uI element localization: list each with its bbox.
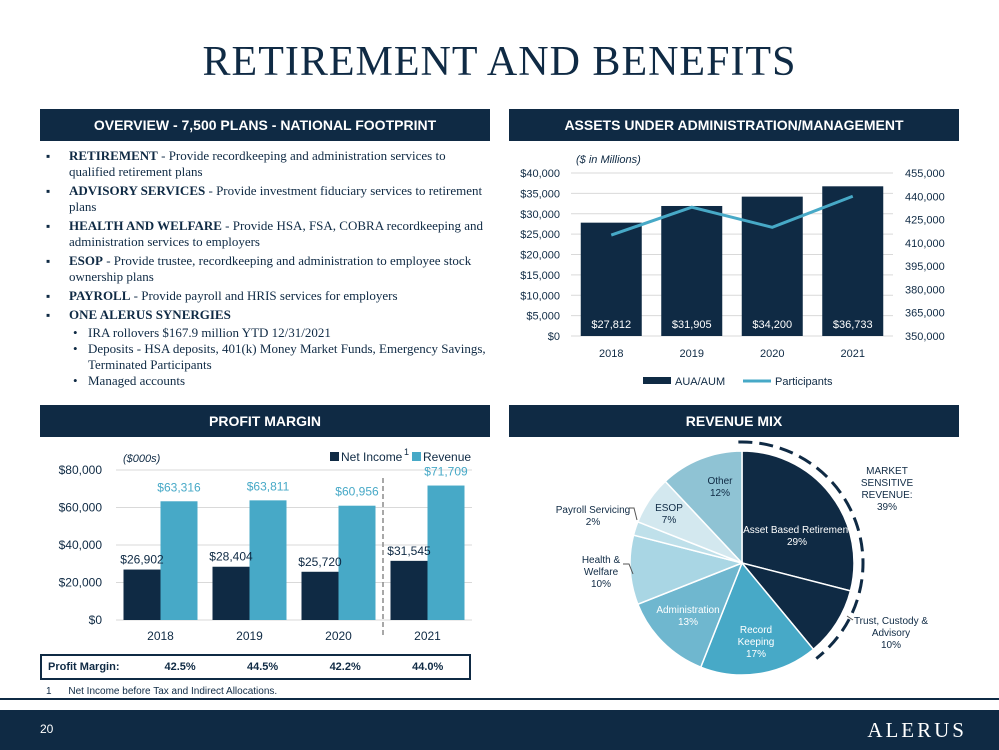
pie-label: Administration — [656, 605, 720, 616]
bar-value-label: $36,733 — [832, 319, 873, 331]
footer — [0, 710, 999, 750]
pie-label: 10% — [880, 640, 902, 651]
pie-label: Record — [739, 625, 773, 636]
x-tick-label: 2018 — [147, 629, 174, 643]
y2-tick-label: 350,000 — [905, 331, 945, 343]
profit-margin-label: Profit Margin: — [48, 661, 120, 673]
bar-value-label: $34,200 — [752, 319, 793, 331]
profit-margin-value: 44.0% — [412, 661, 444, 673]
bar-net-income — [391, 561, 428, 620]
profit-header: PROFIT MARGIN — [40, 405, 490, 437]
pie-label: 17% — [745, 649, 767, 660]
aum-header: ASSETS UNDER ADMINISTRATION/MANAGEMENT — [509, 109, 959, 141]
y2-tick-label: 410,000 — [905, 237, 945, 250]
pie-label: Other — [707, 476, 733, 487]
y-tick-label: $40,000 — [520, 168, 560, 180]
y2-tick-label: 425,000 — [905, 214, 945, 227]
y2-tick-label: 440,000 — [905, 191, 945, 204]
x-tick-label: 2020 — [325, 629, 352, 643]
market-sensitive-label: SENSITIVE — [860, 478, 914, 489]
profit-margin-value: 44.5% — [247, 661, 279, 673]
y-tick-label: $5,000 — [526, 310, 560, 323]
market-sensitive-label: 39% — [876, 502, 898, 513]
page-number: 20 — [40, 722, 54, 736]
bar-revenue — [250, 500, 287, 620]
profit-chart — [40, 440, 490, 652]
overview-list — [44, 148, 494, 392]
profit-margin-value: 42.2% — [329, 661, 361, 673]
bar-net-income — [124, 570, 161, 620]
overview-item-label: RETIREMENT — [69, 148, 158, 163]
chart-subtitle: ($ in Millions) — [576, 154, 641, 166]
overview-item-synergies — [44, 307, 494, 389]
market-sensitive-label: REVENUE: — [861, 490, 913, 501]
y2-tick-label: 395,000 — [905, 261, 945, 274]
x-tick-label: 2020 — [760, 348, 785, 360]
overview-item-advisory — [44, 183, 494, 215]
y-tick-label: $30,000 — [520, 208, 560, 221]
overview-item-esop — [44, 253, 494, 285]
pie-label: Health & — [581, 555, 621, 566]
footnote-number: 1 — [46, 686, 52, 697]
overview-item-health-welfare — [44, 218, 494, 250]
aum-chart — [509, 145, 959, 395]
bar-value-label: $63,811 — [246, 479, 290, 494]
pie-label: Keeping — [737, 637, 775, 648]
overview-item-retirement — [44, 148, 494, 180]
pie-label: 29% — [786, 537, 808, 548]
overview-item-text: - Provide payroll and HRIS services for employers — [130, 288, 398, 303]
footnote-marker: 1 — [404, 447, 410, 457]
bar-aua — [661, 206, 722, 336]
bar-value-label: $26,902 — [120, 552, 164, 567]
bar-value-label: $60,956 — [335, 484, 379, 499]
overview-item-label: ADVISORY SERVICES — [69, 183, 206, 198]
synergies-list — [69, 325, 494, 389]
bar-revenue — [161, 501, 198, 620]
pie-label: 10% — [590, 579, 612, 590]
bar-value-label: $31,905 — [671, 319, 712, 331]
page-title: RETIREMENT AND BENEFITS — [202, 39, 797, 85]
overview-item-text: - Provide trustee, recordkeeping and administration to employee stock ownership plans — [69, 253, 472, 284]
pie-label: Welfare — [583, 567, 619, 578]
legend-swatch-aua — [643, 377, 671, 384]
y-tick-label: $10,000 — [520, 290, 560, 303]
legend-label: AUA/AUM — [675, 376, 726, 388]
overview-item-payroll — [44, 288, 494, 304]
y-tick-label: $25,000 — [520, 229, 560, 242]
footnote — [46, 686, 277, 697]
bar-value-label: $27,812 — [591, 319, 632, 331]
x-tick-label: 2018 — [599, 348, 624, 360]
bar-value-label: $25,720 — [298, 554, 342, 569]
x-tick-label: 2019 — [236, 629, 263, 643]
y-tick-label: $0 — [88, 613, 102, 627]
overview-item-label: ONE ALERUS SYNERGIES — [69, 307, 231, 322]
pie-label: Payroll Servicing — [555, 505, 631, 516]
y-tick-label: $60,000 — [58, 500, 102, 515]
synergy-item: • Deposits - HSA deposits, 401(k) Money Market Funds, Emergency Savings, Terminated Participants — [69, 341, 494, 373]
x-tick-label: 2021 — [840, 348, 865, 360]
y-tick-label: $80,000 — [58, 463, 102, 477]
legend-swatch-revenue — [412, 452, 421, 461]
y-tick-label: $40,000 — [58, 538, 102, 552]
overview-item-label: ESOP — [69, 253, 103, 268]
y-tick-label: $15,000 — [520, 269, 560, 282]
bar-net-income — [302, 572, 339, 620]
profit-margin-value: 42.5% — [164, 661, 196, 673]
synergy-item: • Managed accounts — [69, 373, 494, 389]
pie-label: 2% — [585, 517, 601, 528]
bar-revenue — [428, 486, 465, 620]
market-sensitive-label: MARKET — [866, 466, 908, 477]
pie-label: ESOP — [655, 503, 683, 514]
profit-margin-table — [40, 654, 471, 680]
bar-value-label: $28,404 — [209, 549, 253, 564]
overview-item-label: PAYROLL — [69, 288, 131, 303]
legend-label: Net Income — [341, 450, 403, 464]
pie-label: 7% — [661, 515, 677, 526]
revenue-mix-header: REVENUE MIX — [509, 405, 959, 437]
overview-item-text: - Provide investment fiduciary services to retirement plans — [69, 183, 483, 214]
x-tick-label: 2019 — [679, 348, 704, 360]
y-tick-label: $20,000 — [58, 575, 102, 590]
chart-subtitle: ($000s) — [123, 453, 161, 465]
bar-value-label: $63,316 — [157, 480, 201, 495]
y2-tick-label: 380,000 — [905, 284, 945, 297]
footer-rule — [0, 698, 999, 700]
y2-tick-label: 455,000 — [905, 168, 945, 180]
overview-item-label: HEALTH AND WELFARE — [69, 218, 222, 233]
overview-header: OVERVIEW - 7,500 PLANS - NATIONAL FOOTPRINT — [40, 109, 490, 141]
bar-revenue — [339, 506, 376, 620]
pie-label: 12% — [709, 488, 731, 499]
pie-label: 13% — [677, 617, 699, 628]
overview-item-text: - Provide HSA, FSA, COBRA recordkeeping and administration services to employers — [69, 218, 483, 249]
bar-net-income — [213, 567, 250, 620]
pie-label: Asset Based Retirement — [743, 525, 851, 536]
x-tick-label: 2021 — [414, 629, 441, 643]
bar-value-label: $31,545 — [387, 543, 431, 558]
y-tick-label: $0 — [547, 331, 560, 343]
bar-aua — [822, 186, 883, 336]
revenue-mix-chart — [509, 440, 959, 690]
legend-label: Revenue — [423, 450, 472, 464]
overview-item-text: - Provide recordkeeping and administration services to qualified retirement plans — [69, 148, 446, 179]
pie-label: Trust, Custody & — [853, 616, 929, 627]
line-participants — [611, 196, 853, 235]
legend-swatch-net-income — [330, 452, 339, 461]
alerus-logo: ALERUS — [867, 718, 967, 742]
pie-label: Advisory — [871, 628, 911, 639]
footnote-text: Net Income before Tax and Indirect Allocations. — [68, 686, 278, 697]
y-tick-label: $35,000 — [520, 188, 560, 201]
y-tick-label: $20,000 — [520, 249, 560, 262]
legend-label: Participants — [775, 376, 833, 388]
synergy-item: • IRA rollovers $167.9 million YTD 12/31/2021 — [69, 325, 494, 341]
y2-tick-label: 365,000 — [905, 307, 945, 320]
bar-value-label: $71,709 — [424, 464, 468, 479]
